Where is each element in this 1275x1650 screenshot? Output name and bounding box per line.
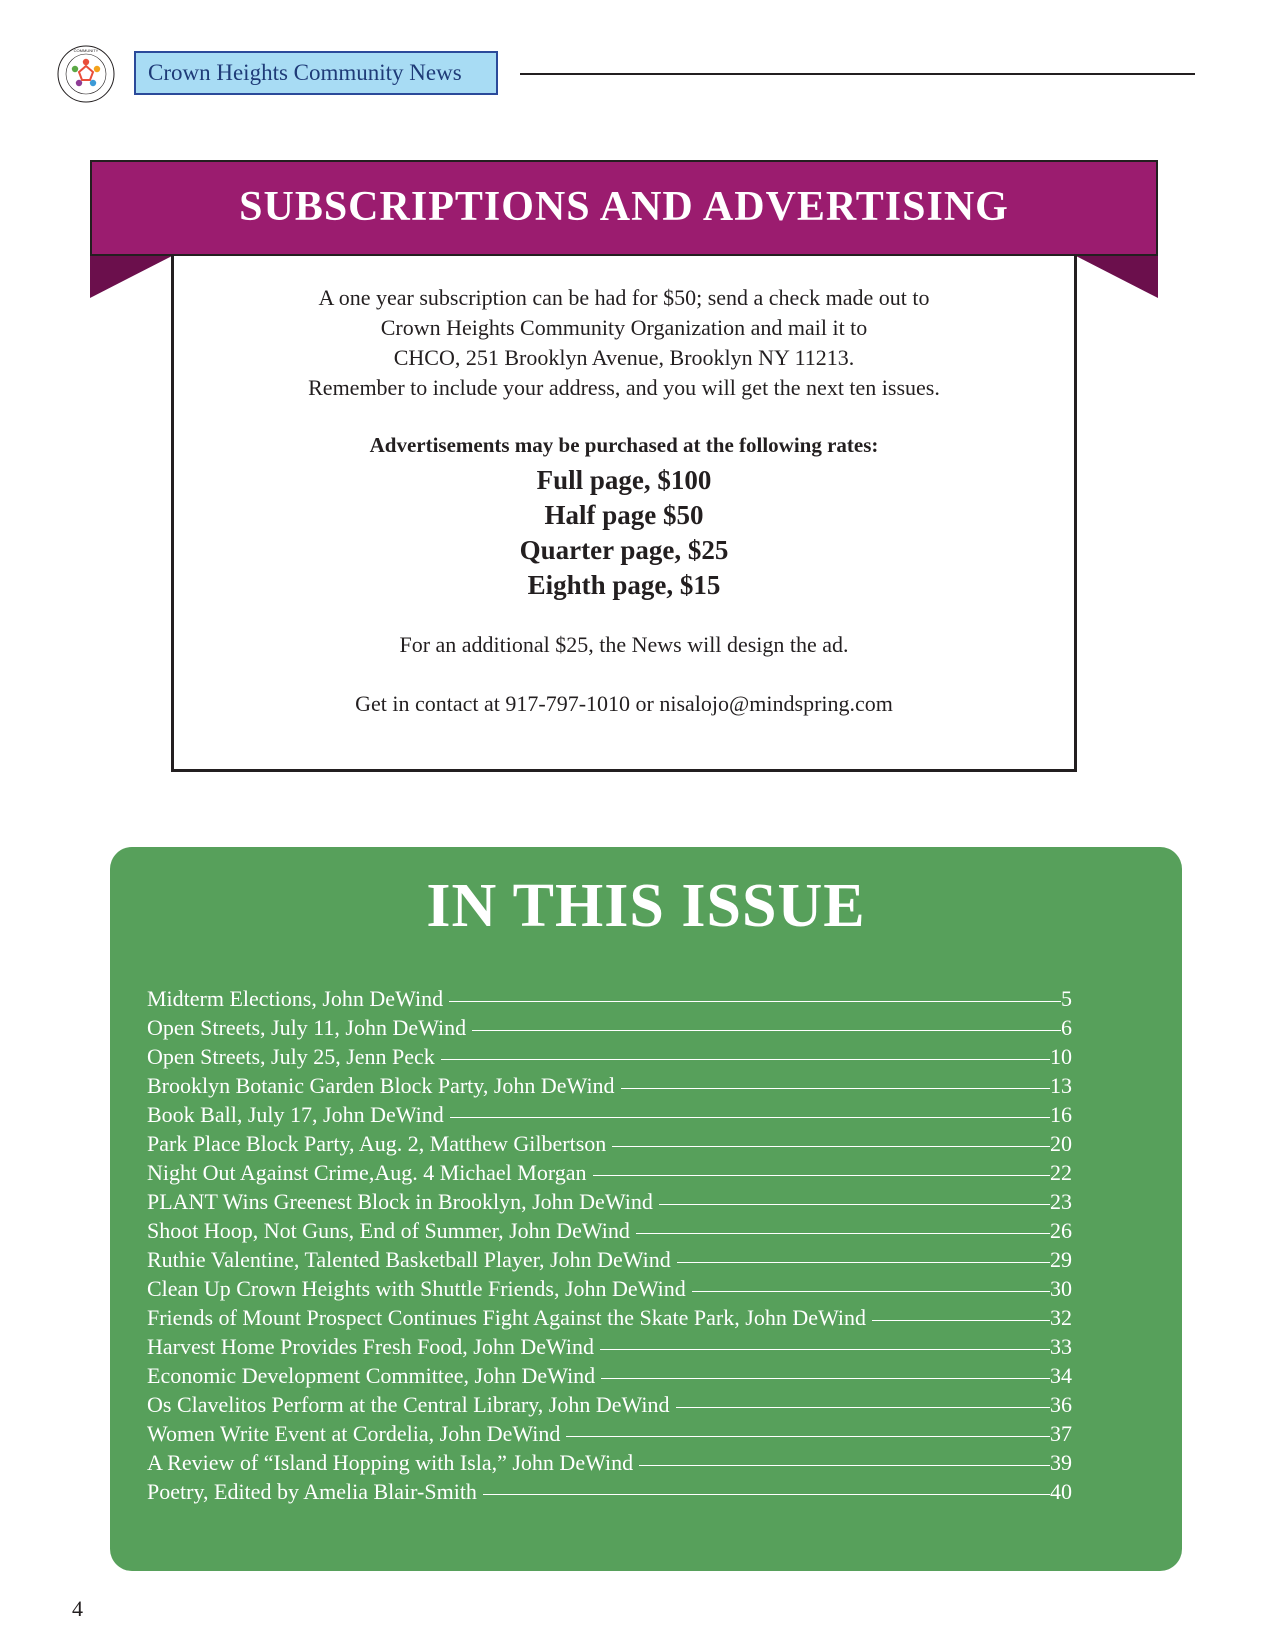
subscriptions-box	[171, 256, 1077, 772]
toc-item-title: Friends of Mount Prospect Continues Fight Against the Skate Park, John DeWind	[147, 1305, 866, 1330]
toc-item	[147, 1332, 1072, 1361]
toc-leader	[676, 1407, 1050, 1408]
toc-item	[147, 1245, 1072, 1274]
subscription-line: Crown Heights Community Organization and mail it to	[380, 315, 868, 340]
ads-heading: Advertisements may be purchased at the following rates:	[369, 433, 879, 457]
toc-item	[147, 1303, 1072, 1332]
toc-item	[147, 1216, 1072, 1245]
subscription-info	[174, 283, 1074, 403]
toc-leader	[677, 1262, 1050, 1263]
ribbon-fold-right	[1076, 256, 1158, 298]
toc-item-page: 23	[1050, 1189, 1072, 1214]
toc-item-title: Open Streets, July 25, Jenn Peck	[147, 1044, 435, 1069]
toc-item	[147, 1158, 1072, 1187]
toc-item-page: 20	[1050, 1131, 1072, 1156]
toc-item	[147, 984, 1072, 1013]
toc-item-page: 39	[1050, 1450, 1072, 1475]
page-number: 4	[72, 1596, 83, 1621]
toc-item-page: 36	[1050, 1392, 1072, 1417]
toc-item-page: 5	[1061, 986, 1072, 1011]
ad-rate: Full page, $100	[536, 465, 712, 495]
toc-item-page: 30	[1050, 1276, 1072, 1301]
toc-item	[147, 1100, 1072, 1129]
toc-item	[147, 1187, 1072, 1216]
toc-leader	[636, 1233, 1050, 1234]
toc-leader	[472, 1030, 1061, 1031]
ribbon-fold-left	[90, 256, 172, 298]
toc-leader	[601, 1378, 1050, 1379]
toc-item-title: Women Write Event at Cordelia, John DeWind	[147, 1421, 561, 1446]
ad-rates	[174, 463, 1074, 603]
toc-leader	[612, 1146, 1050, 1147]
svg-text:COMMUNITY: COMMUNITY	[73, 48, 99, 53]
toc-item	[147, 1390, 1072, 1419]
toc-item-title: PLANT Wins Greenest Block in Brooklyn, John DeWind	[147, 1189, 653, 1214]
toc-item-page: 6	[1061, 1015, 1072, 1040]
table-of-contents	[147, 984, 1072, 1506]
toc-item	[147, 1419, 1072, 1448]
ad-rate: Eighth page, $15	[527, 570, 721, 600]
toc-leader	[639, 1465, 1050, 1466]
toc-item-page: 26	[1050, 1218, 1072, 1243]
design-note: For an additional $25, the News will design the ad.	[399, 632, 849, 657]
in-this-issue-heading: IN THIS ISSUE	[426, 872, 866, 940]
subscription-line: A one year subscription can be had for $50; send a check made out to	[318, 285, 930, 310]
toc-item-title: Os Clavelitos Perform at the Central Library, John DeWind	[147, 1392, 670, 1417]
toc-item-page: 40	[1050, 1479, 1072, 1504]
toc-item-page: 37	[1050, 1421, 1072, 1446]
toc-leader	[441, 1059, 1050, 1060]
toc-leader	[483, 1494, 1050, 1495]
toc-leader	[449, 1001, 1061, 1002]
toc-item-page: 29	[1050, 1247, 1072, 1272]
toc-leader	[566, 1436, 1050, 1437]
toc-leader	[692, 1291, 1050, 1292]
subscription-line: Remember to include your address, and you will get the next ten issues.	[308, 375, 940, 400]
toc-leader	[450, 1117, 1050, 1118]
toc-item	[147, 1361, 1072, 1390]
toc-item	[147, 1042, 1072, 1071]
toc-item	[147, 1129, 1072, 1158]
ad-rate: Quarter page, $25	[519, 535, 729, 565]
toc-item-page: 22	[1050, 1160, 1072, 1185]
publication-title: Crown Heights Community News	[134, 51, 498, 95]
in-this-issue-panel	[110, 847, 1182, 1571]
chco-logo	[56, 44, 116, 104]
toc-item	[147, 1071, 1072, 1100]
ad-rate: Half page $50	[544, 500, 704, 530]
toc-leader	[600, 1349, 1050, 1350]
toc-item	[147, 1448, 1072, 1477]
subscriptions-heading: SUBSCRIPTIONS AND ADVERTISING	[90, 160, 1158, 256]
toc-item-title: Brooklyn Botanic Garden Block Party, John DeWind	[147, 1073, 615, 1098]
toc-item-title: Midterm Elections, John DeWind	[147, 986, 444, 1011]
toc-leader	[659, 1204, 1050, 1205]
toc-item-page: 34	[1050, 1363, 1072, 1388]
toc-item-title: Harvest Home Provides Fresh Food, John DeWind	[147, 1334, 595, 1359]
toc-item-page: 13	[1050, 1073, 1072, 1098]
toc-item-title: Park Place Block Party, Aug. 2, Matthew Gilbertson	[147, 1131, 607, 1156]
toc-item-page: 32	[1050, 1305, 1072, 1330]
toc-item-title: A Review of “Island Hopping with Isla,” John DeWind	[147, 1450, 634, 1475]
toc-item-page: 10	[1050, 1044, 1072, 1069]
toc-item-title: Open Streets, July 11, John DeWind	[147, 1015, 467, 1040]
toc-item-title: Economic Development Committee, John DeWind	[147, 1363, 596, 1388]
toc-item-title: Shoot Hoop, Not Guns, End of Summer, John DeWind	[147, 1218, 630, 1243]
toc-item-page: 16	[1050, 1102, 1072, 1127]
toc-item	[147, 1274, 1072, 1303]
toc-item-title: Book Ball, July 17, John DeWind	[147, 1102, 444, 1127]
toc-item-page: 33	[1050, 1334, 1072, 1359]
toc-item-title: Night Out Against Crime,Aug. 4 Michael Morgan	[147, 1160, 587, 1185]
toc-leader	[621, 1088, 1050, 1089]
toc-item	[147, 1477, 1072, 1506]
header-rule	[520, 73, 1195, 75]
toc-item-title: Poetry, Edited by Amelia Blair-Smith	[147, 1479, 477, 1504]
toc-item-title: Clean Up Crown Heights with Shuttle Friends, John DeWind	[147, 1276, 686, 1301]
toc-leader	[593, 1175, 1050, 1176]
toc-leader	[872, 1320, 1050, 1321]
contact-info: Get in contact at 917-797-1010 or nisalojo@mindspring.com	[355, 691, 893, 716]
toc-item-title: Ruthie Valentine, Talented Basketball Player, John DeWind	[147, 1247, 671, 1272]
toc-item	[147, 1013, 1072, 1042]
subscription-line: CHCO, 251 Brooklyn Avenue, Brooklyn NY 11213.	[393, 345, 855, 370]
